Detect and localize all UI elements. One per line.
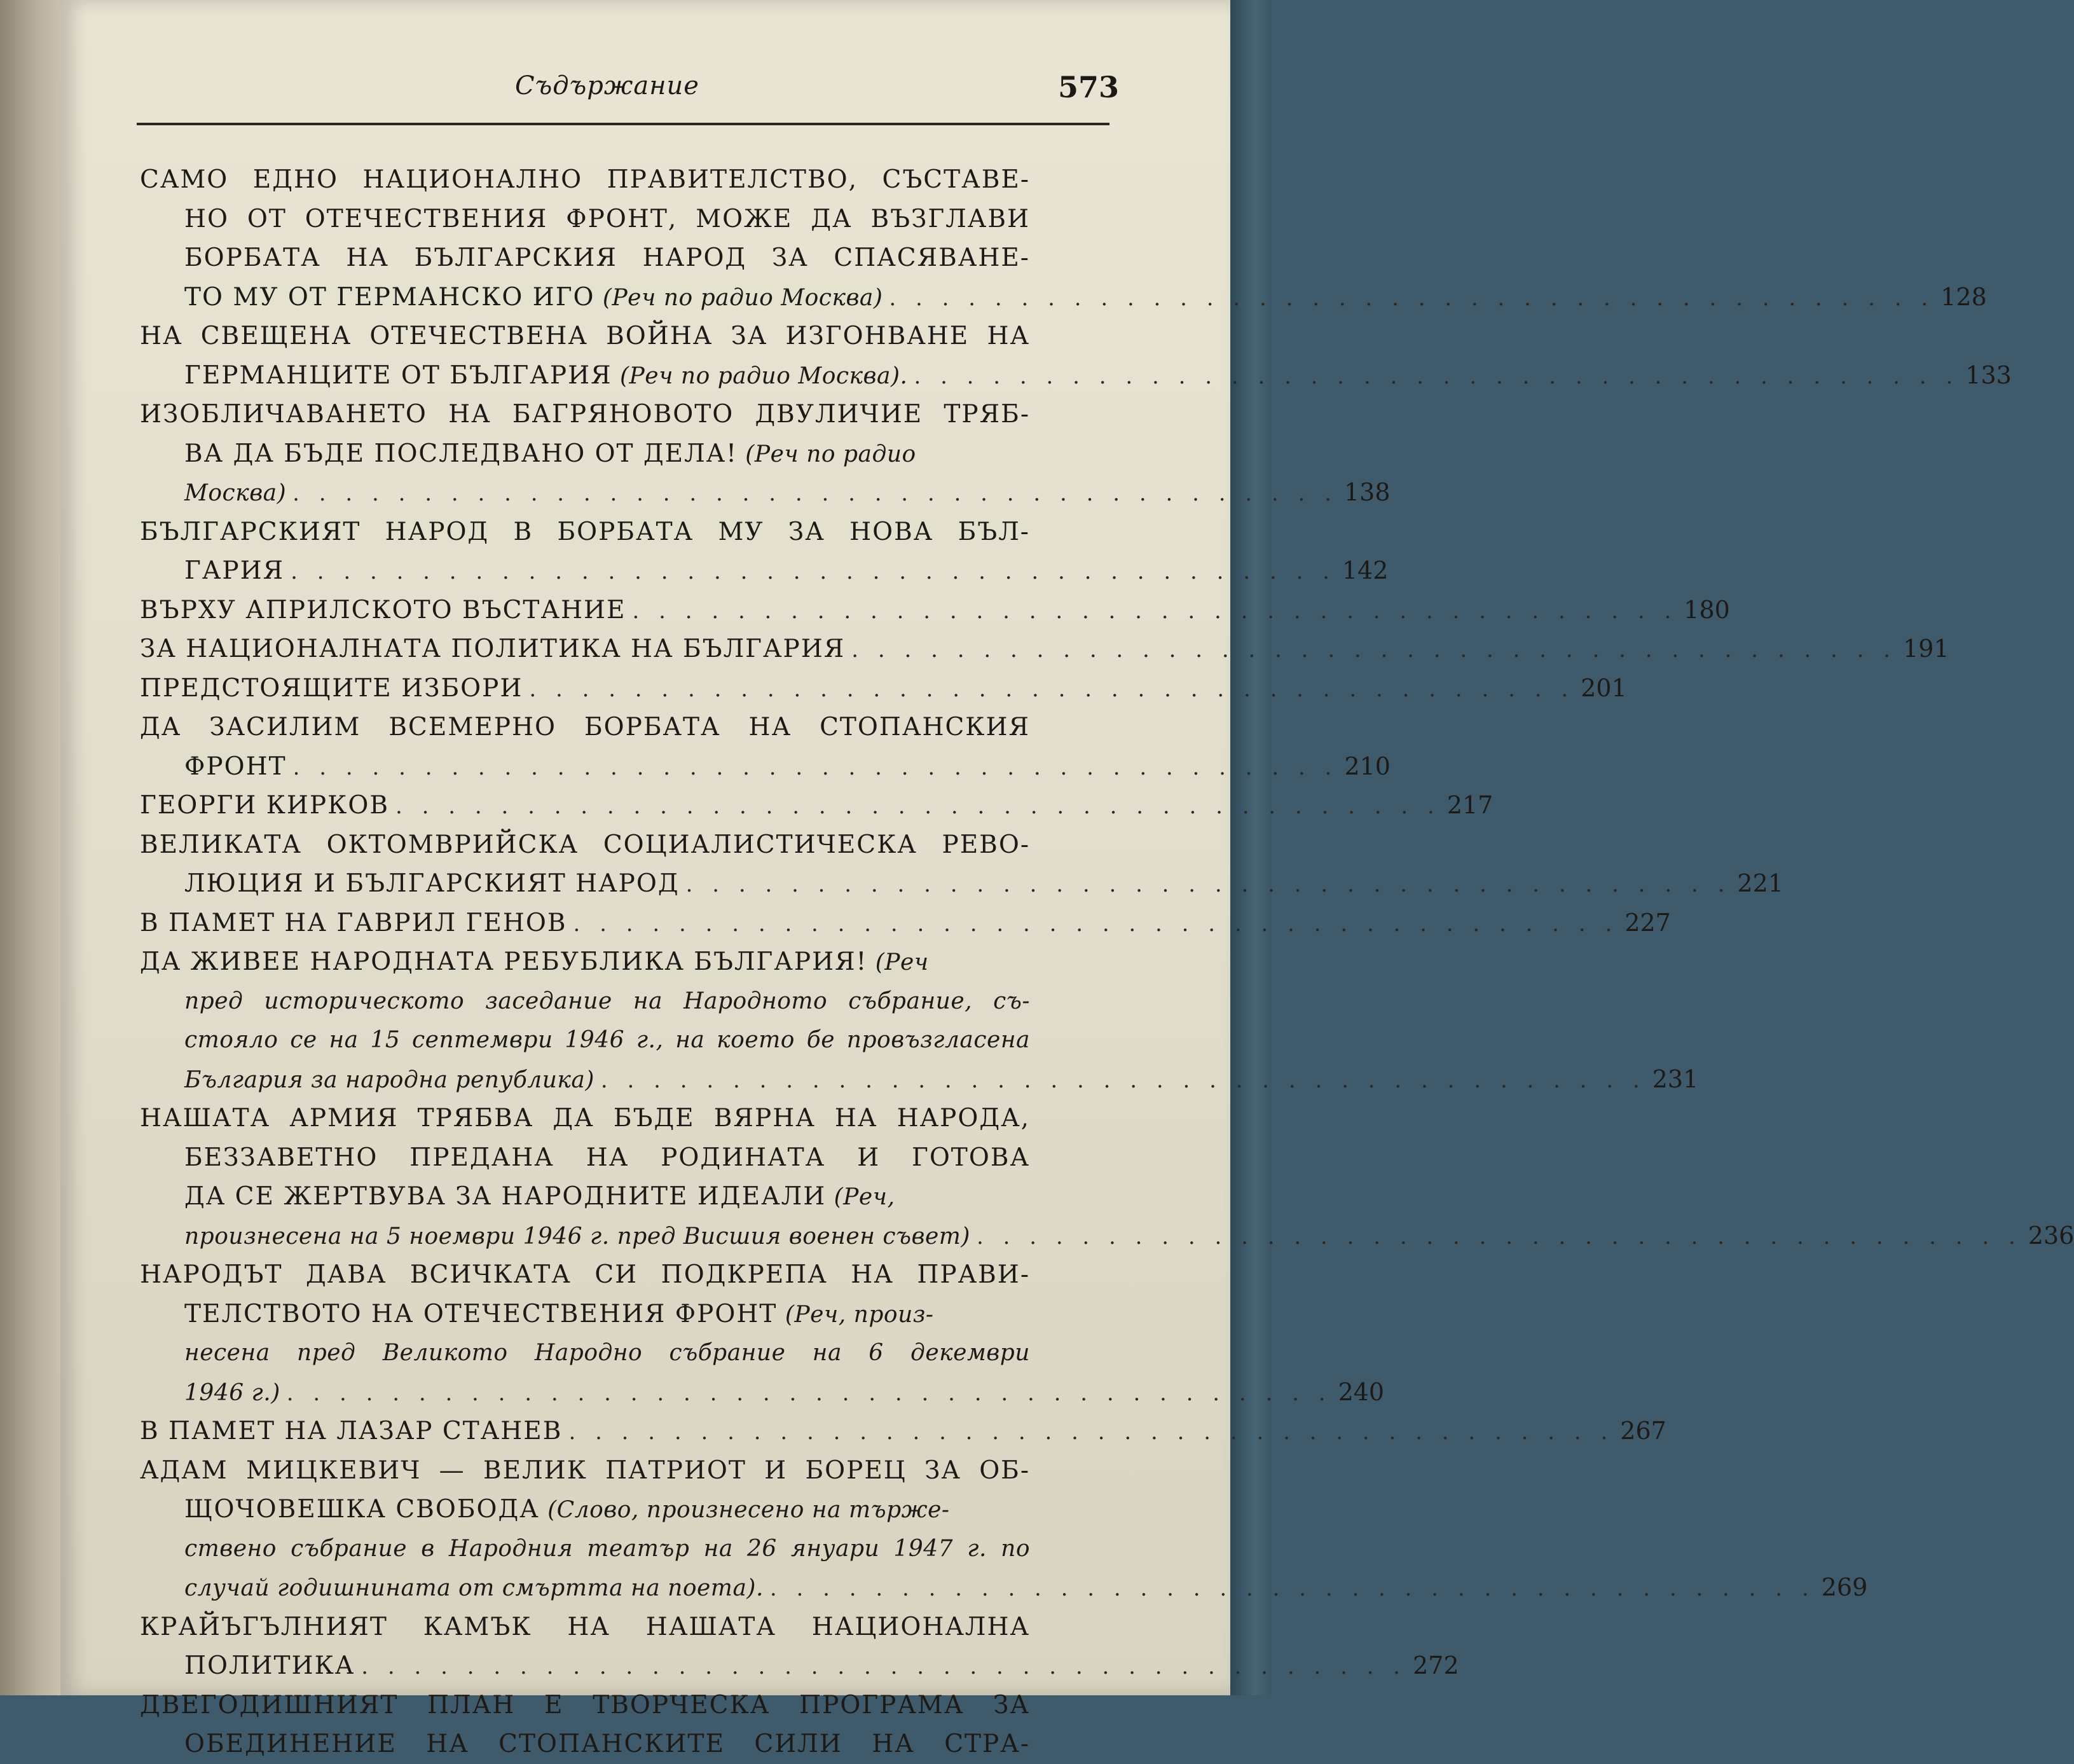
entry-note: произнесена на 5 ноември 1946 г. пред Висшия военен съвет) [184, 1223, 970, 1250]
entry-title-line: ТО МУ ОТ ГЕРМАНСКО ИГО [184, 282, 595, 312]
header-page-number: 573 [1057, 70, 1119, 104]
dot-leader: . . . . . . . . . . . . . . . . . . . . . . . . . . . . . . . . . . . . . . . . [361, 1654, 1407, 1679]
entry-title-line: ДА ЗАСИЛИМ ВСЕМЕРНО БОРБАТА НА СТОПАНСКИЯ [140, 713, 1030, 741]
dot-leader: . . . . . . . . . . . . . . . . . . . . . . . . . . . . . . . . . . . . . . . . [632, 598, 1678, 624]
entry-title-line: ДА ЖИВЕЕ НАРОДНАТА РЕБУБЛИКА БЪЛГАРИЯ! [140, 947, 868, 976]
entry-note: 1946 г.) [184, 1379, 280, 1406]
page-number: 227 [1624, 908, 1671, 937]
page-number: 221 [1737, 869, 1783, 897]
entry-title-line: ФРОНТ [184, 752, 287, 781]
page-number: 133 [1965, 361, 2012, 389]
page-header [140, 64, 1119, 114]
page-number: 240 [1338, 1377, 1385, 1406]
dot-leader: . . . . . . . . . . . . . . . . . . . . . . . . . . . . . . . . . . . . . . . . [889, 285, 1935, 311]
dot-leader: . . . . . . . . . . . . . . . . . . . . . . . . . . . . . . . . . . . . . . . . [286, 1380, 1332, 1406]
entry-note: (Реч по радио Москва). [620, 362, 908, 389]
dot-leader: . . . . . . . . . . . . . . . . . . . . . . . . . . . . . . . . . . . . . . . . [769, 1576, 1815, 1601]
entry-title-line: БОРБАТА НА БЪЛГАРСКИЯ НАРОД ЗА СПАСЯВАНЕ- [184, 244, 1030, 272]
dot-leader: . . . . . . . . . . . . . . . . . . . . . . . . . . . . . . . . . . . . . . . . [568, 1419, 1614, 1445]
entry-title-line: ГЕРМАНЦИТЕ ОТ БЪЛГАРИЯ [184, 361, 612, 390]
entry-title-line: ВА ДА БЪДЕ ПОСЛЕДВАНО ОТ ДЕЛА! [184, 439, 738, 468]
page-number: 272 [1413, 1651, 1459, 1679]
page-number: 142 [1342, 556, 1389, 584]
toc-entry [140, 591, 1730, 630]
entry-title-line: ВЕЛИКАТА ОКТОМВРИЙСКА СОЦИАЛИСТИЧЕСКА РЕВО- [140, 830, 1030, 859]
entry-title-line: НО ОТ ОТЕЧЕСТВЕНИЯ ФРОНТ, МОЖЕ ДА ВЪЗГЛАВИ [184, 204, 1030, 233]
dot-leader: . . . . . . . . . . . . . . . . . . . . . . . . . . . . . . . . . . . . . . . . [395, 794, 1441, 819]
toc-entry [140, 1412, 1666, 1451]
page-number: 180 [1684, 595, 1730, 624]
table-of-contents [140, 160, 2074, 1764]
page-number: 138 [1343, 478, 1391, 506]
page-number: 210 [1344, 752, 1391, 780]
entry-title-line: САМО ЕДНО НАЦИОНАЛНО ПРАВИТЕЛСТВО, СЪСТАВЕ- [140, 165, 1030, 194]
entry-note: ствено събрание в Народния театър на 26 януари 1947 г. по [184, 1535, 1030, 1562]
entry-title-line: ТЕЛСТВОТО НА ОТЕЧЕСТВЕНИЯ ФРОНТ [184, 1299, 778, 1328]
entry-title-line: АДАМ МИЦКЕВИЧ — ВЕЛИК ПАТРИОТ И БОРЕЦ ЗА ОБ- [140, 1456, 1030, 1485]
entry-title-line: В ПАМЕТ НА ЛАЗАР СТАНЕВ [140, 1417, 563, 1445]
dot-leader: . . . . . . . . . . . . . . . . . . . . . . . . . . . . . . . . . . . . . . . . [851, 637, 1897, 663]
toc-entry [140, 669, 1627, 708]
dot-leader: . . . . . . . . . . . . . . . . . . . . . . . . . . . . . . . . . . . . . . . . [291, 559, 1336, 584]
toc-entry [140, 317, 2012, 395]
page-number: 267 [1620, 1417, 1666, 1445]
toc-entry [140, 1451, 1868, 1608]
entry-note: България за народна република) [184, 1066, 594, 1093]
toc-entry [140, 1099, 2074, 1255]
entry-title-line: ДА СЕ ЖЕРТВУВА ЗА НАРОДНИТЕ ИДЕАЛИ [184, 1182, 827, 1211]
entry-title-line: ЛЮЦИЯ И БЪЛГАРСКИЯТ НАРОД [184, 869, 680, 898]
entry-title-line: ЗА НАЦИОНАЛНАТА ПОЛИТИКА НА БЪЛГАРИЯ [140, 635, 846, 663]
dot-leader: . . . . . . . . . . . . . . . . . . . . . . . . . . . . . . . . . . . . . . . . [976, 1223, 2022, 1250]
entry-title-line: БЪЛГАРСКИЯТ НАРОД В БОРБАТА МУ ЗА НОВА БЪЛ- [140, 517, 1030, 546]
entry-title-line: НАШАТА АРМИЯ ТРЯБВА ДА БЪДЕ ВЯРНА НА НАРОДА, [140, 1104, 1030, 1133]
entry-note: случай годишнината от смъртта на поета). [184, 1575, 764, 1601]
entry-title-line: ЩОЧОВЕШКА СВОБОДА [184, 1495, 540, 1524]
page-number: 201 [1581, 673, 1627, 702]
page-number: 269 [1821, 1573, 1868, 1601]
toc-entry [140, 1608, 1459, 1686]
toc-entry [140, 904, 1671, 943]
entry-note: стояло се на 15 септември 1946 г., на което бе провъзгласена [184, 1027, 1030, 1053]
entry-note: Москва) [184, 480, 287, 506]
entry-title-line: НА СВЕЩЕНА ОТЕЧЕСТВЕНА ВОЙНА ЗА ИЗГОНВАНЕ НА [140, 322, 1030, 350]
dot-leader: . . . . . . . . . . . . . . . . . . . . . . . . . . . . . . . . . . . . . . . . [685, 872, 1731, 897]
entry-note: (Реч [875, 949, 929, 975]
dot-leader: . . . . . . . . . . . . . . . . . . . . . . . . . . . . . . . . . . . . . . . . [292, 754, 1338, 780]
entry-title-line: ДВЕГОДИШНИЯТ ПЛАН Е ТВОРЧЕСКА ПРОГРАМА ЗА [140, 1690, 1030, 1719]
dot-leader: . . . . . . . . . . . . . . . . . . . . . . . . . . . . . . . . . . . . . . . . [600, 1067, 1646, 1093]
page-number: 128 [1940, 282, 1987, 311]
book-spine [0, 0, 67, 1695]
toc-entry [140, 708, 1391, 786]
toc-entry [140, 630, 1949, 669]
entry-title-line: НАРОДЪТ ДАВА ВСИЧКАТА СИ ПОДКРЕПА НА ПРАВИ- [140, 1260, 1030, 1289]
dot-leader: . . . . . . . . . . . . . . . . . . . . . . . . . . . . . . . . . . . . . . . . [573, 911, 1619, 937]
entry-note: (Реч, [834, 1184, 895, 1210]
entry-title-line: КРАЙЪГЪЛНИЯТ КАМЪК НА НАШАТА НАЦИОНАЛНА [140, 1612, 1030, 1641]
header-rule [137, 123, 1109, 125]
toc-entry [140, 160, 1987, 317]
dot-leader: . . . . . . . . . . . . . . . . . . . . . . . . . . . . . . . . . . . . . . . . [292, 481, 1338, 506]
entry-title-line: ПРЕДСТОЯЩИТЕ ИЗБОРИ [140, 673, 523, 703]
entry-title-line: ВЪРХУ АПРИЛСКОТО ВЪСТАНИЕ [140, 595, 626, 624]
page-number: 191 [1903, 635, 1949, 663]
dot-leader: . . . . . . . . . . . . . . . . . . . . . . . . . . . . . . . . . . . . . . . . [529, 676, 1575, 702]
toc-entry [140, 942, 1699, 1099]
entry-title-line: ИЗОБЛИЧАВАНЕТО НА БАГРЯНОВОТО ДВУЛИЧИЕ ТРЯБ- [140, 400, 1030, 429]
entry-title-line: ПОЛИТИКА [184, 1651, 355, 1680]
toc-entry [140, 1255, 1385, 1412]
toc-entry [140, 825, 1783, 904]
entry-note: (Реч, произ- [785, 1301, 934, 1328]
header-title: Съдържание [515, 71, 699, 100]
entry-note: (Реч по радио [745, 441, 916, 467]
entry-title-line: ГАРИЯ [184, 556, 285, 585]
page-number: 217 [1446, 791, 1494, 819]
entry-title-line: БЕЗЗАВЕТНО ПРЕДАНА НА РОДИНАТА И ГОТОВА [184, 1143, 1030, 1172]
entry-title-line: В ПАМЕТ НА ГАВРИЛ ГЕНОВ [140, 908, 567, 937]
entry-note: несена пред Великото Народно събрание на 6 декември [184, 1340, 1030, 1366]
page-number: 236 [2028, 1221, 2074, 1250]
entry-note: (Реч по радио Москва) [602, 284, 883, 311]
page-number: 231 [1652, 1065, 1699, 1093]
toc-entry [140, 1686, 1106, 1764]
entry-note: (Слово, произнесено на търже- [547, 1497, 950, 1523]
entry-title-line: ОБЕДИНЕНИЕ НА СТОПАНСКИТЕ СИЛИ НА СТРА- [184, 1730, 1030, 1758]
entry-note: пред историческото заседание на Народното събрание, съ- [184, 988, 1030, 1014]
toc-entry [140, 513, 1389, 591]
entry-title-line: ГЕОРГИ КИРКОВ [140, 791, 389, 820]
toc-entry [140, 786, 1494, 825]
toc-entry [140, 395, 1391, 513]
dot-leader: . . . . . . . . . . . . . . . . . . . . . . . . . . . . . . . . . . . . . . . . [914, 363, 1960, 389]
